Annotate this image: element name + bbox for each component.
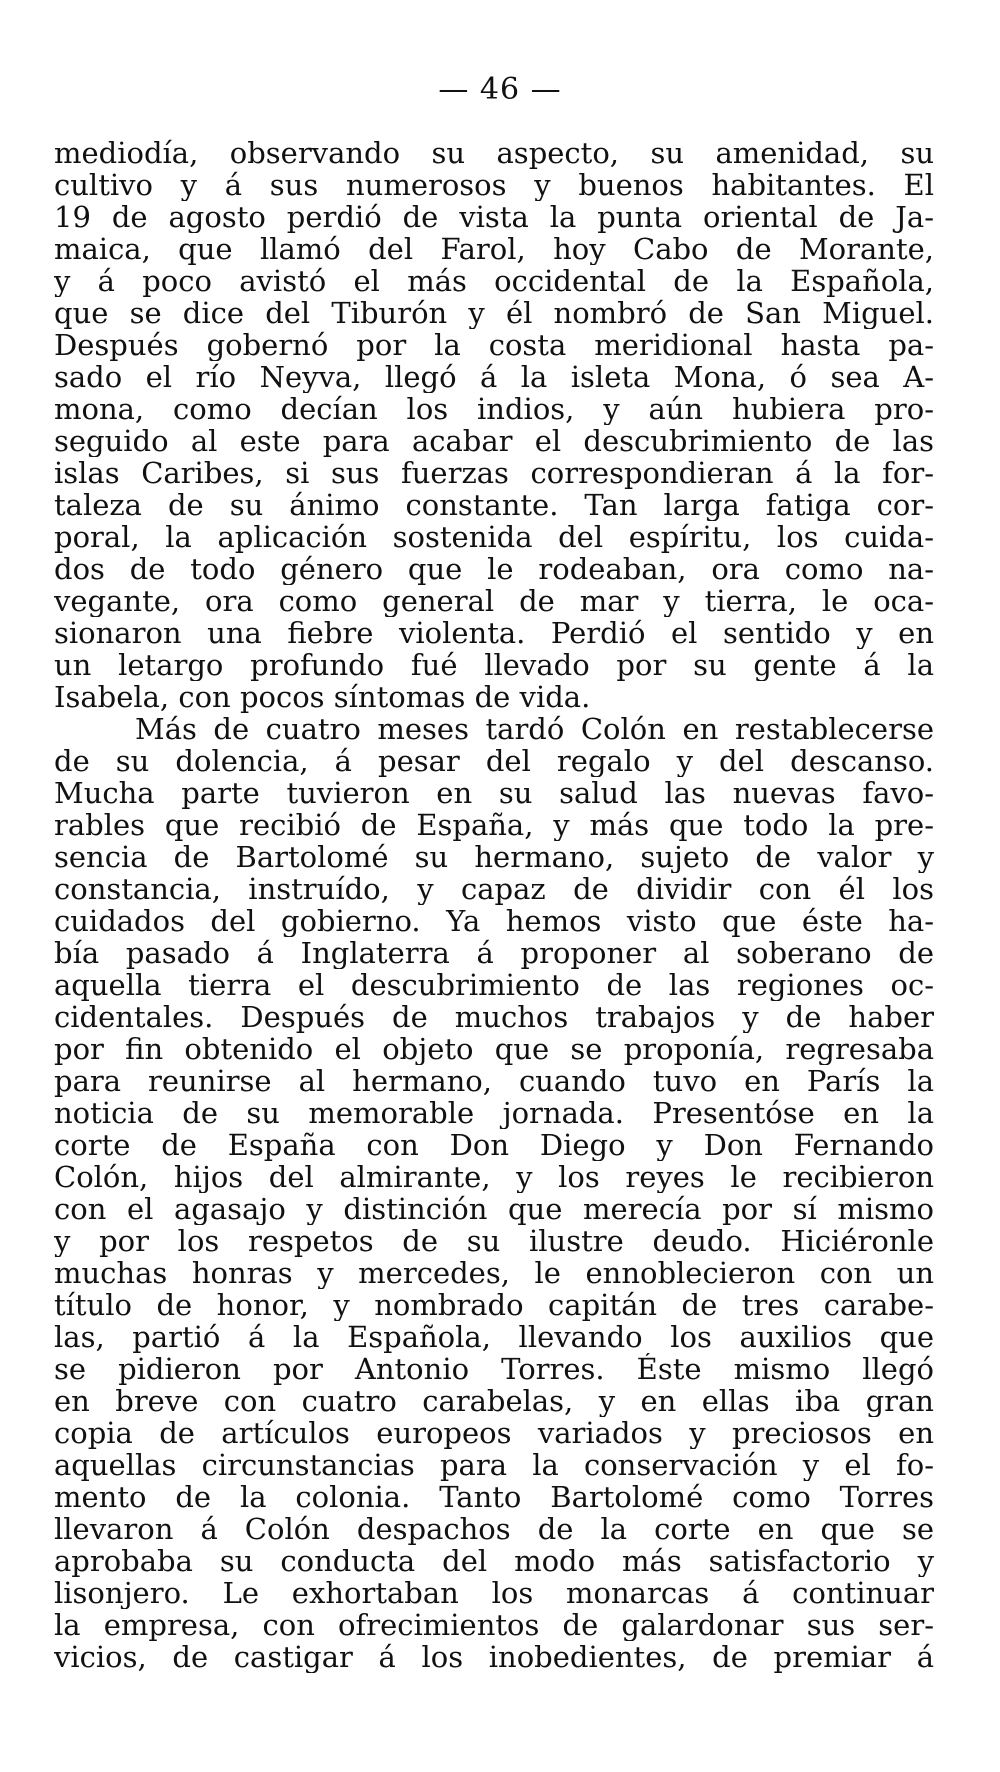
text-line: sionaron una fiebre violenta. Perdió el sentido y en xyxy=(54,617,934,649)
text-line: vicios, de castigar á los inobedientes, de premiar á xyxy=(54,1641,934,1673)
text-line: sado el río Neyva, llegó á la isleta Mona, ó sea A- xyxy=(54,361,934,393)
text-line: constancia, instruído, y capaz de dividir con él los xyxy=(54,873,934,905)
text-line: corte de España con Don Diego y Don Fernando xyxy=(54,1129,934,1161)
text-line: aquella tierra el descubrimiento de las regiones oc- xyxy=(54,969,934,1001)
text-line: la empresa, con ofrecimientos de galardonar sus ser- xyxy=(54,1609,934,1641)
text-line: Mucha parte tuvieron en su salud las nuevas favo- xyxy=(54,777,934,809)
text-line: rables que recibió de España, y más que todo la pre- xyxy=(54,809,934,841)
text-line: bía pasado á Inglaterra á proponer al soberano de xyxy=(54,937,934,969)
text-line: aquellas circunstancias para la conservación y el fo- xyxy=(54,1449,934,1481)
text-line: cuidados del gobierno. Ya hemos visto que éste ha- xyxy=(54,905,934,937)
text-line: cidentales. Después de muchos trabajos y de haber xyxy=(54,1001,934,1033)
text-line: 19 de agosto perdió de vista la punta oriental de Ja- xyxy=(54,201,934,233)
text-line: en breve con cuatro carabelas, y en ellas iba gran xyxy=(54,1385,934,1417)
text-line: dos de todo género que le rodeaban, ora como na- xyxy=(54,553,934,585)
text-line: lisonjero. Le exhortaban los monarcas á continuar xyxy=(54,1577,934,1609)
text-line: poral, la aplicación sostenida del espíritu, los cuida- xyxy=(54,521,934,553)
text-line: sencia de Bartolomé su hermano, sujeto de valor y xyxy=(54,841,934,873)
text-line: para reunirse al hermano, cuando tuvo en París la xyxy=(54,1065,934,1097)
text-line: mona, como decían los indios, y aún hubiera pro- xyxy=(54,393,934,425)
text-line: maica, que llamó del Farol, hoy Cabo de Morante, xyxy=(54,233,934,265)
text-line: copia de artículos europeos variados y preciosos en xyxy=(54,1417,934,1449)
text-line: que se dice del Tiburón y él nombró de San Miguel. xyxy=(54,297,934,329)
text-line-paragraph-start: Más de cuatro meses tardó Colón en restablecerse xyxy=(135,713,934,745)
text-line: muchas honras y mercedes, le ennoblecieron con un xyxy=(54,1257,934,1289)
text-line: llevaron á Colón despachos de la corte en que se xyxy=(54,1513,934,1545)
text-line: por fin obtenido el objeto que se proponía, regresaba xyxy=(54,1033,934,1065)
text-line: noticia de su memorable jornada. Presentóse en la xyxy=(54,1097,934,1129)
text-line: cultivo y á sus numerosos y buenos habitantes. El xyxy=(54,169,934,201)
text-line-paragraph-end: Isabela, con pocos síntomas de vida. xyxy=(54,681,591,713)
text-line: título de honor, y nombrado capitán de tres carabe- xyxy=(54,1289,934,1321)
page-number: — 46 — xyxy=(438,72,562,107)
text-line: de su dolencia, á pesar del regalo y del descanso. xyxy=(54,745,934,777)
text-line: un letargo profundo fué llevado por su gente á la xyxy=(54,649,934,681)
text-line: aprobaba su conducta del modo más satisfactorio y xyxy=(54,1545,934,1577)
text-line: se pidieron por Antonio Torres. Éste mismo llegó xyxy=(54,1353,934,1385)
text-line: Después gobernó por la costa meridional hasta pa- xyxy=(54,329,934,361)
text-line: mediodía, observando su aspecto, su amenidad, su xyxy=(54,137,934,169)
text-line: vegante, ora como general de mar y tierra, le oca- xyxy=(54,585,934,617)
text-line: las, partió á la Española, llevando los auxilios que xyxy=(54,1321,934,1353)
text-line: y á poco avistó el más occidental de la Española, xyxy=(54,265,934,297)
text-body xyxy=(54,137,934,1673)
text-line: con el agasajo y distinción que merecía por sí mismo xyxy=(54,1193,934,1225)
text-line: taleza de su ánimo constante. Tan larga fatiga cor- xyxy=(54,489,934,521)
text-line: islas Caribes, si sus fuerzas correspondieran á la for- xyxy=(54,457,934,489)
text-line: mento de la colonia. Tanto Bartolomé como Torres xyxy=(54,1481,934,1513)
text-line: seguido al este para acabar el descubrimiento de las xyxy=(54,425,934,457)
text-line: Colón, hijos del almirante, y los reyes le recibieron xyxy=(54,1161,934,1193)
text-line: y por los respetos de su ilustre deudo. Hiciéronle xyxy=(54,1225,934,1257)
